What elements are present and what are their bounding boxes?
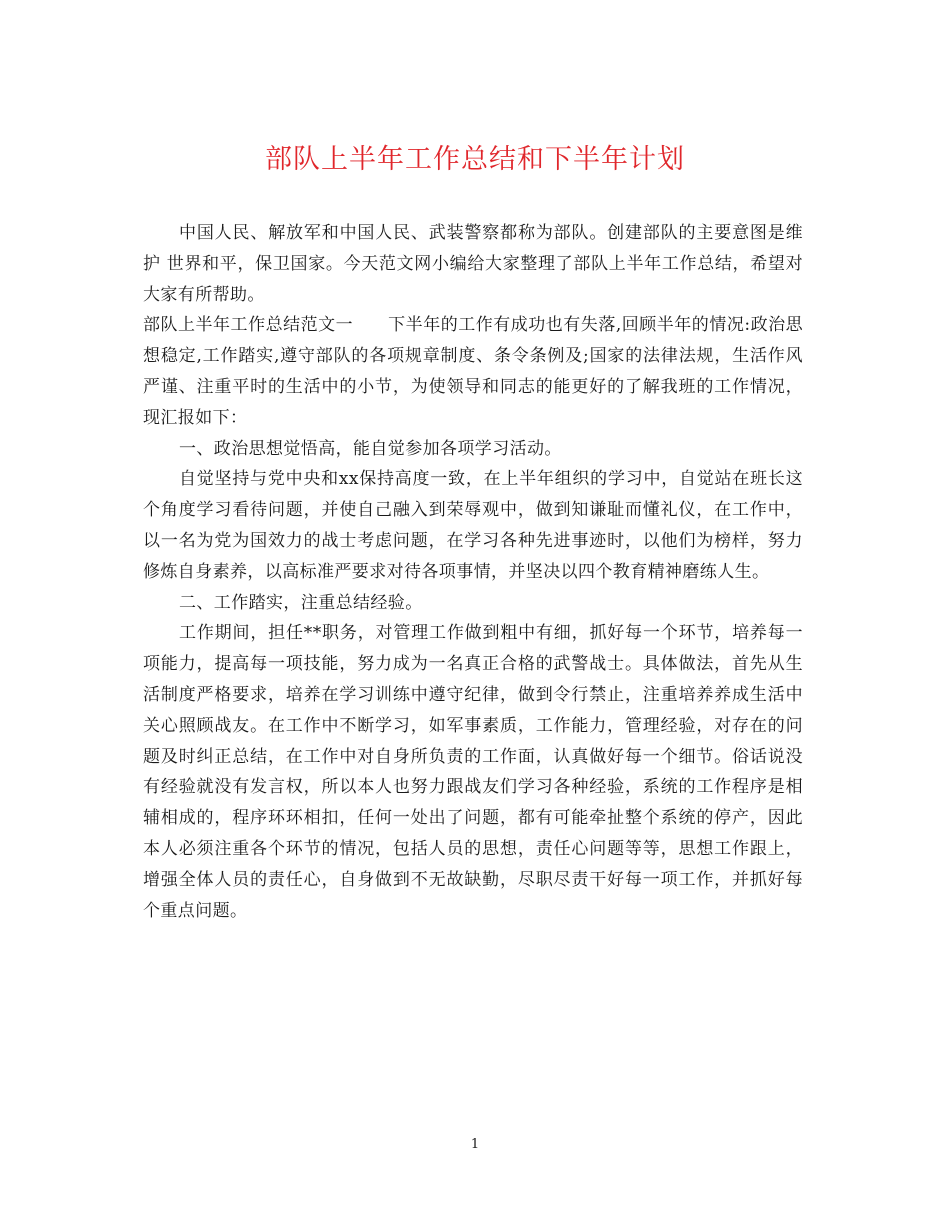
paragraph-intro: 中国人民、解放军和中国人民、武装警察都称为部队。创建部队的主要意图是维护 世界和平，保卫国家。今天范文网小编给大家整理了部队上半年工作总结，希望对大家有所帮助。: [143, 223, 803, 305]
paragraph-section-1: 自觉坚持与党中央和xx保持高度一致，在上半年组织的学习中，自觉站在班长这个角度学习看待问题，并使自己融入到荣辱观中，做到知谦耻而懂礼仪，在工作中，以一名为党为国效力的战士考虑问题，在学习各种先进事迹时，以他们为榜样，努力修炼自身素养，以高标准严要求对待各项事情，并坚决以四个教育精神磨练人生。: [143, 469, 803, 582]
document-body: [143, 218, 803, 926]
document-title: 部队上半年工作总结和下半年计划: [265, 144, 685, 175]
page-number: 1: [470, 1137, 480, 1152]
section-heading-1: 一、政治思想觉悟高，能自觉参加各项学习活动。: [179, 438, 562, 459]
paragraph-summary-heading: 部队上半年工作总结范文一 下半年的工作有成功也有失落,回顾半年的情况:政治思想稳定,工作踏实,遵守部队的各项规章制度、条令条例及;国家的法律法规，生活作风严谨、注重平时的生活中的小节，为使领导和同志的能更好的了解我班的工作情况，现汇报如下：: [143, 315, 803, 428]
section-heading-2: 二、工作踏实，注重总结经验。: [179, 592, 423, 613]
paragraph-section-2: 工作期间，担任**职务，对管理工作做到粗中有细，抓好每一个环节，培养每一项能力，提高每一项技能，努力成为一名真正合格的武警战士。具体做法，首先从生活制度严格要求，培养在学习训练中遵守纪律，做到令行禁止，注重培养养成生活中关心照顾战友。在工作中不断学习，如军事素质，工作能力，管理经验，对存在的问题及时纠正总结，在工作中对自身所负责的工作面，认真做好每一个细节。俗话说没有经验就没有发言权，所以本人也努力跟战友们学习各种经验，系统的工作程序是相辅相成的，程序环环相扣，任何一处出了问题，都有可能牵扯整个系统的停产，因此本人必须注重各个环节的情况，包括人员的思想，责任心问题等等，思想工作跟上，增强全体人员的责任心，自身做到不无故缺勤，尽职尽责干好每一项工作，并抓好每个重点问题。: [143, 623, 803, 921]
